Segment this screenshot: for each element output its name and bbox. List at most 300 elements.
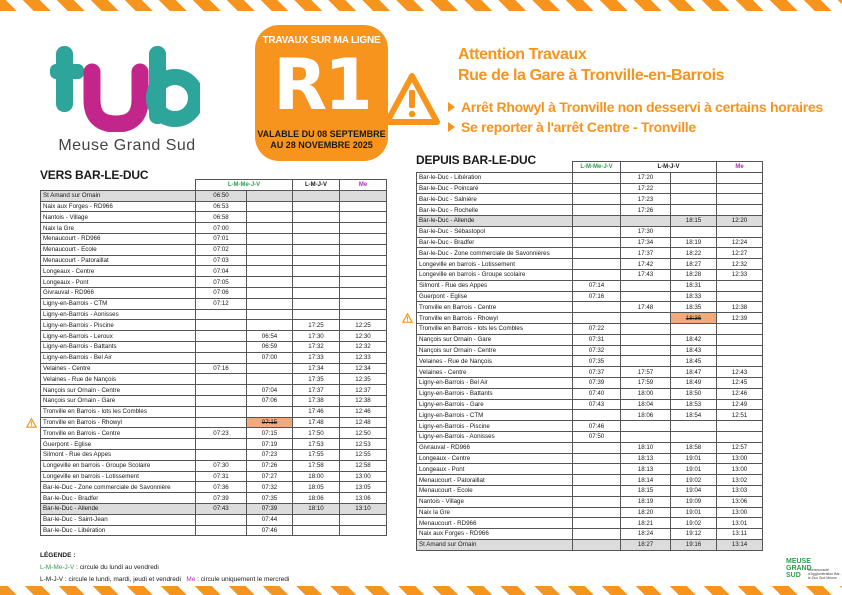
time-cell: 07:05 <box>196 277 247 288</box>
time-cell: 17:46 <box>293 406 340 417</box>
table-row <box>417 399 763 410</box>
attention-bullet <box>448 97 838 117</box>
stop-name: Longeville en barrois - Groupe Scolaire <box>41 460 196 471</box>
table-row <box>417 237 763 248</box>
table-row <box>417 302 763 313</box>
time-cell: 07:32 <box>247 482 293 493</box>
line-badge <box>255 25 388 161</box>
time-cell: 18:10 <box>293 503 340 514</box>
legend-text: : circule uniquement le mercredi <box>197 576 290 583</box>
header-spacer <box>41 180 196 191</box>
stop-name: Ligny-en-Barrois - Aonisses <box>41 309 196 320</box>
time-cell <box>293 255 340 266</box>
time-cell <box>293 212 340 223</box>
time-cell: 07:02 <box>196 244 247 255</box>
stop-name: Menaucourt - Patoraillat <box>417 475 573 486</box>
stop-name: Bar-le-Duc - Salnière <box>417 194 573 205</box>
stop-name: Menaucourt - Patoraillat <box>41 255 196 266</box>
table-row <box>417 453 763 464</box>
stop-name: Bar-le-Duc - Poincaré <box>417 183 573 194</box>
time-cell: 18:13 <box>621 453 671 464</box>
time-cell <box>196 309 247 320</box>
legend-key: Me <box>186 576 196 583</box>
time-cell: 17:55 <box>293 449 340 460</box>
time-cell: 12:53 <box>340 439 387 450</box>
stop-name: Nançois sur Ornain - Centre <box>417 345 573 356</box>
stop-name: Nançois sur Ornain - Gare <box>41 395 196 406</box>
time-cell: 13:11 <box>717 529 763 540</box>
time-cell <box>621 345 671 356</box>
time-cell: 18:10 <box>621 442 671 453</box>
table-row <box>41 514 387 525</box>
stop-name: Velaines - Rue de Nançois <box>417 356 573 367</box>
time-cell: 12:32 <box>340 341 387 352</box>
time-cell: 18:33 <box>671 291 717 302</box>
time-cell <box>340 255 387 266</box>
time-cell: 07:19 <box>247 439 293 450</box>
stop-name: Guerpont - Eglise <box>417 291 573 302</box>
stop-name: Menaucourt - RD966 <box>41 233 196 244</box>
table-row <box>41 449 387 460</box>
time-cell <box>621 356 671 367</box>
time-cell <box>671 172 717 183</box>
time-cell <box>196 439 247 450</box>
time-cell <box>340 287 387 298</box>
table-row <box>41 363 387 374</box>
time-cell: 18:21 <box>621 518 671 529</box>
table-row <box>417 421 763 432</box>
time-cell: 18:13 <box>621 464 671 475</box>
time-cell <box>621 291 671 302</box>
table-row <box>41 439 387 450</box>
table-row <box>417 539 763 550</box>
time-cell: 06:58 <box>196 212 247 223</box>
time-cell: 17:53 <box>293 439 340 450</box>
time-cell: 12:33 <box>340 352 387 363</box>
time-cell: 12:38 <box>717 302 763 313</box>
time-cell: 17:42 <box>621 259 671 270</box>
time-cell <box>340 266 387 277</box>
table-row <box>41 201 387 212</box>
table-row <box>417 269 763 280</box>
table-header-row <box>417 162 763 173</box>
time-cell <box>293 190 340 201</box>
stop-name: Silmont - Rue des Appes <box>417 280 573 291</box>
time-cell: 17:22 <box>621 183 671 194</box>
time-cell <box>573 237 621 248</box>
stop-name: Tronville en Barrois - Centre <box>417 302 573 313</box>
stop-name: Givrauval - RD966 <box>417 442 573 453</box>
stop-name: Longeville en barrois - Groupe scolaire <box>417 269 573 280</box>
time-cell: 07:06 <box>247 395 293 406</box>
time-cell: 18:27 <box>621 539 671 550</box>
depuis-title: DEPUIS BAR-LE-DUC <box>416 153 536 167</box>
stop-name: Longeaux - Centre <box>41 266 196 277</box>
time-cell: 12:27 <box>717 248 763 259</box>
time-cell: 19:01 <box>671 464 717 475</box>
depuis-timetable <box>416 161 763 551</box>
time-cell <box>196 374 247 385</box>
stop-name: Nançois sur Ornain - Centre <box>41 385 196 396</box>
stop-name: Ligny-en-Barrois - Piscine <box>417 421 573 432</box>
time-cell <box>573 539 621 550</box>
time-cell: 12:33 <box>717 269 763 280</box>
stop-name: Longeaux - Centre <box>417 453 573 464</box>
stop-name: Naix aux Forges - RD966 <box>41 201 196 212</box>
table-row <box>417 356 763 367</box>
time-cell: 18:04 <box>621 399 671 410</box>
time-cell: 07:31 <box>573 334 621 345</box>
stop-name: Ligny-en-Barrois - Piscine <box>41 320 196 331</box>
table-row <box>417 248 763 259</box>
time-cell <box>717 226 763 237</box>
table-row <box>417 313 763 324</box>
time-cell: 18:15 <box>671 215 717 226</box>
time-cell <box>573 496 621 507</box>
time-cell: 12:25 <box>340 320 387 331</box>
time-cell: 13:03 <box>717 485 763 496</box>
table-header-row <box>41 180 387 191</box>
tub-logo-mark <box>50 42 200 132</box>
table-row <box>417 172 763 183</box>
stop-name: Velaines - Centre <box>41 363 196 374</box>
time-cell <box>717 356 763 367</box>
time-cell: 13:10 <box>340 503 387 514</box>
time-cell: 06:50 <box>196 190 247 201</box>
time-cell <box>717 183 763 194</box>
table-row <box>417 345 763 356</box>
time-cell <box>340 298 387 309</box>
time-cell <box>247 406 293 417</box>
time-cell <box>340 277 387 288</box>
time-cell <box>717 280 763 291</box>
column-header-lmjv: L-M-J-V <box>293 180 340 191</box>
stop-name: Naix aux Forges - RD966 <box>417 529 573 540</box>
time-cell: 07:01 <box>196 233 247 244</box>
stop-name: Bar-le-Duc - Bradfer <box>41 493 196 504</box>
time-cell: 18:36 <box>671 313 717 324</box>
time-cell: 07:39 <box>247 503 293 514</box>
time-cell <box>340 244 387 255</box>
time-cell <box>671 194 717 205</box>
time-cell: 07:46 <box>247 525 293 536</box>
time-cell: 13:00 <box>717 453 763 464</box>
time-cell <box>671 205 717 216</box>
time-cell: 06:54 <box>247 331 293 342</box>
time-cell <box>573 475 621 486</box>
time-cell <box>340 233 387 244</box>
warning-triangle-icon <box>383 72 441 128</box>
time-cell: 17:32 <box>293 341 340 352</box>
time-cell <box>196 331 247 342</box>
time-cell <box>247 374 293 385</box>
time-cell <box>247 223 293 234</box>
time-cell: 07:23 <box>196 428 247 439</box>
time-cell <box>340 223 387 234</box>
time-cell <box>340 201 387 212</box>
time-cell: 07:37 <box>573 367 621 378</box>
attention-bullets <box>448 97 838 137</box>
legend <box>40 550 289 586</box>
time-cell <box>196 417 247 428</box>
time-cell: 07:35 <box>573 356 621 367</box>
time-cell <box>196 320 247 331</box>
vers-timetable <box>40 179 387 536</box>
time-cell <box>621 313 671 324</box>
time-cell: 12:51 <box>717 410 763 421</box>
time-cell: 07:39 <box>196 493 247 504</box>
stop-name: Givrauval - RD966 <box>41 287 196 298</box>
time-cell: 18:19 <box>671 237 717 248</box>
time-cell: 18:42 <box>671 334 717 345</box>
time-cell: 07:31 <box>196 471 247 482</box>
time-cell: 07:04 <box>247 385 293 396</box>
stop-name: Bar-le-Duc - Zone commerciale de Savonnière <box>41 482 196 493</box>
time-cell: 17:23 <box>621 194 671 205</box>
time-cell: 07:32 <box>573 345 621 356</box>
time-cell <box>247 287 293 298</box>
time-cell: 17:20 <box>621 172 671 183</box>
table-row <box>41 352 387 363</box>
time-cell: 18:28 <box>671 269 717 280</box>
legend-title: LÉGENDE : <box>40 552 76 559</box>
time-cell: 17:38 <box>293 395 340 406</box>
stop-name: Nançois sur Ornain - Gare <box>417 334 573 345</box>
stop-name: Menaucourt - Ecole <box>41 244 196 255</box>
stop-name: Bar-le-Duc - Saint-Jean <box>41 514 196 525</box>
time-cell: 07:40 <box>573 388 621 399</box>
time-cell <box>573 194 621 205</box>
footer-brand-2: GRAND <box>786 565 812 572</box>
time-cell: 17:33 <box>293 352 340 363</box>
table-row <box>41 223 387 234</box>
stop-name: Tronville en Barrois - Centre <box>41 428 196 439</box>
time-cell: 07:30 <box>196 460 247 471</box>
table-row <box>41 374 387 385</box>
stop-name: St Amand sur Ornain <box>41 190 196 201</box>
time-cell <box>717 345 763 356</box>
time-cell: 18:53 <box>671 399 717 410</box>
stop-name: Ligny-en-Barrois - Leroux <box>41 331 196 342</box>
stop-name: Longeaux - Pont <box>41 277 196 288</box>
time-cell <box>621 421 671 432</box>
badge-validity-line-2: AU 28 NOVEMBRE 2025 <box>270 140 373 150</box>
time-cell <box>247 255 293 266</box>
time-cell: 12:30 <box>340 331 387 342</box>
time-cell: 12:43 <box>717 367 763 378</box>
time-cell: 17:37 <box>621 248 671 259</box>
column-header-lmmejv: L-M-Me-J-V <box>196 180 293 191</box>
time-cell <box>573 259 621 270</box>
footer-brand-3: SUD <box>786 572 801 579</box>
time-cell: 19:01 <box>671 453 717 464</box>
time-cell <box>573 410 621 421</box>
time-cell <box>573 453 621 464</box>
time-cell: 18:19 <box>621 496 671 507</box>
time-cell <box>293 287 340 298</box>
stop-name: Ligny-en-Barrois - Battants <box>417 388 573 399</box>
time-cell: 12:34 <box>340 363 387 374</box>
table-row <box>41 503 387 514</box>
time-cell: 12:24 <box>717 237 763 248</box>
time-cell: 07:04 <box>196 266 247 277</box>
table-row <box>41 525 387 536</box>
time-cell <box>717 291 763 302</box>
time-cell <box>293 233 340 244</box>
footer-brand-tag: Communauté d'Agglomération Bar-le-Duc Sud Meuse <box>808 568 841 580</box>
stop-name: Velaines - Rue de Nançois <box>41 374 196 385</box>
time-cell: 17:34 <box>293 363 340 374</box>
time-cell: 13:05 <box>340 482 387 493</box>
time-cell <box>573 485 621 496</box>
time-cell <box>340 190 387 201</box>
time-cell: 07:00 <box>196 223 247 234</box>
time-cell <box>671 226 717 237</box>
time-cell: 12:32 <box>717 259 763 270</box>
time-cell <box>293 298 340 309</box>
stop-name: Naix la Gre <box>417 507 573 518</box>
time-cell <box>247 201 293 212</box>
time-cell: 07:35 <box>247 493 293 504</box>
time-cell: 13:06 <box>717 496 763 507</box>
time-cell <box>247 266 293 277</box>
time-cell <box>573 302 621 313</box>
time-cell: 06:53 <box>196 201 247 212</box>
bullet-arrow-icon <box>448 102 455 112</box>
time-cell: 12:39 <box>717 313 763 324</box>
time-cell: 17:30 <box>621 226 671 237</box>
time-cell: 18:14 <box>621 475 671 486</box>
time-cell <box>717 194 763 205</box>
time-cell <box>671 183 717 194</box>
time-cell: 07:15 <box>247 428 293 439</box>
time-cell <box>340 514 387 525</box>
time-cell <box>340 525 387 536</box>
table-row <box>417 194 763 205</box>
stop-name: Menaucourt - Ecole <box>417 485 573 496</box>
time-cell: 18:00 <box>621 388 671 399</box>
time-cell: 17:34 <box>621 237 671 248</box>
time-cell <box>717 431 763 442</box>
stop-name: Bar-le-Duc - Rochelle <box>417 205 573 216</box>
stop-name: Guerpont - Eglise <box>41 439 196 450</box>
stop-name: Ligny-en-Barrois - CTM <box>41 298 196 309</box>
table-row <box>417 464 763 475</box>
time-cell <box>717 421 763 432</box>
time-cell <box>247 244 293 255</box>
time-cell <box>340 212 387 223</box>
time-cell: 18:06 <box>293 493 340 504</box>
time-cell: 07:26 <box>247 460 293 471</box>
time-cell: 18:58 <box>671 442 717 453</box>
stop-name: Silmont - Rue des Appes <box>41 449 196 460</box>
table-row <box>417 529 763 540</box>
time-cell <box>573 507 621 518</box>
table-row <box>417 431 763 442</box>
time-cell <box>717 334 763 345</box>
time-cell <box>293 309 340 320</box>
legend-text: : circule le lundi, mardi, jeudi et vendredi <box>64 576 181 583</box>
table-row <box>417 183 763 194</box>
hazard-stripe-bottom <box>0 586 842 595</box>
table-row <box>417 485 763 496</box>
time-cell: 19:12 <box>671 529 717 540</box>
time-cell: 17:59 <box>621 377 671 388</box>
table-row <box>41 460 387 471</box>
time-cell: 07:46 <box>573 421 621 432</box>
footer-brand-1: MEUSE <box>786 558 811 565</box>
time-cell <box>573 313 621 324</box>
stop-name: Bar-le-Duc - Libération <box>41 525 196 536</box>
table-row <box>41 190 387 201</box>
time-cell <box>196 514 247 525</box>
attention-location: Rue de la Gare à Tronville-en-Barrois <box>458 67 725 84</box>
time-cell: 18:22 <box>671 248 717 259</box>
stop-name: Ligny-en-Barrois - CTM <box>417 410 573 421</box>
time-cell: 17:48 <box>621 302 671 313</box>
bullet-arrow-icon <box>448 122 455 132</box>
time-cell: 07:44 <box>247 514 293 525</box>
time-cell: 19:01 <box>671 507 717 518</box>
time-cell <box>573 269 621 280</box>
time-cell <box>621 334 671 345</box>
time-cell <box>196 395 247 406</box>
time-cell <box>247 190 293 201</box>
time-cell: 12:46 <box>340 406 387 417</box>
stop-name: Ligny-en-Barrois - Aonisses <box>417 431 573 442</box>
time-cell <box>247 233 293 244</box>
stop-name: Nantois - Village <box>417 496 573 507</box>
tub-logo <box>50 42 200 154</box>
time-cell: 12:58 <box>340 460 387 471</box>
table-row <box>417 388 763 399</box>
legend-item <box>40 562 289 574</box>
legend-item <box>40 574 289 586</box>
table-row <box>41 406 387 417</box>
time-cell: 12:49 <box>717 399 763 410</box>
time-cell: 18:35 <box>671 302 717 313</box>
table-row <box>417 507 763 518</box>
time-cell: 07:22 <box>573 323 621 334</box>
table-row <box>41 493 387 504</box>
time-cell: 19:02 <box>671 475 717 486</box>
time-cell <box>573 183 621 194</box>
table-row <box>417 280 763 291</box>
time-cell: 07:43 <box>196 503 247 514</box>
time-cell <box>573 205 621 216</box>
time-cell <box>293 201 340 212</box>
time-cell: 07:16 <box>196 363 247 374</box>
attention-heading <box>458 44 838 86</box>
time-cell: 13:00 <box>340 471 387 482</box>
table-row <box>41 212 387 223</box>
time-cell <box>573 442 621 453</box>
table-row <box>41 233 387 244</box>
time-cell: 12:57 <box>717 442 763 453</box>
time-cell <box>247 363 293 374</box>
time-cell: 07:27 <box>247 471 293 482</box>
time-cell: 07:36 <box>196 482 247 493</box>
table-row <box>417 226 763 237</box>
table-row <box>41 287 387 298</box>
time-cell: 13:14 <box>717 539 763 550</box>
time-cell: 18:00 <box>293 471 340 482</box>
time-cell <box>293 514 340 525</box>
stop-name: Bar-le-Duc - Bradfer <box>417 237 573 248</box>
stop-name: Ligny-en-Barrois - Battants <box>41 341 196 352</box>
stop-name: Bar-le-Duc - Sébastopol <box>417 226 573 237</box>
time-cell <box>573 464 621 475</box>
